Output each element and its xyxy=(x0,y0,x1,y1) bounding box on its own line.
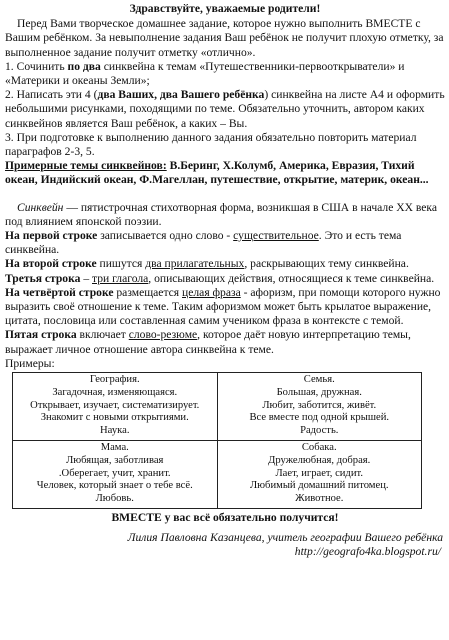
topics xyxy=(5,159,445,187)
rule-line-5-head: Пятая строка xyxy=(5,328,77,342)
example-line: Любит, заботится, живёт. xyxy=(262,399,377,411)
rule-line-4-text: размещается xyxy=(113,285,183,299)
example-line: Дружелюбная, добрая. xyxy=(268,454,371,466)
example-line: Знакомит с новыми открытиями. xyxy=(40,412,189,424)
example-line: Мама. xyxy=(100,442,129,454)
examples-label: Примеры: xyxy=(5,356,55,370)
rule-line-2-head: На второй строке xyxy=(5,257,97,271)
rule-line-4-head: На четвёртой строке xyxy=(5,285,114,299)
task-2 xyxy=(5,88,445,131)
topics-list: В.Беринг, Х.Колумб, Америка, Евразия, Тихий океан, Индийский океан, Ф.Магеллан, путешествие, открытие, материк, океан... xyxy=(5,159,429,187)
example-cell xyxy=(13,373,218,441)
example-line: Человек, который знает о тебе всё. xyxy=(36,480,193,492)
task-2-bold: два Ваших, два Вашего ребёнка xyxy=(97,88,265,102)
rule-line-5 xyxy=(5,328,445,356)
rule-line-5-text: включает xyxy=(76,328,129,342)
example-line: Наука. xyxy=(100,425,130,437)
page-title: Здравствуйте, уважаемые родители! xyxy=(129,2,321,15)
blog-url[interactable]: http://geografo4ka.blogspot.ru/ xyxy=(294,545,441,559)
rule-line-4-key: целая фраза xyxy=(182,285,241,299)
task-1-text: 1. Сочинить xyxy=(5,59,68,73)
table-row xyxy=(13,373,422,441)
example-line: Большая, дружная. xyxy=(276,386,362,398)
spacer xyxy=(5,188,445,201)
example-line: Любящая, заботливая xyxy=(66,454,164,466)
example-cell xyxy=(13,441,218,509)
definition xyxy=(5,201,445,229)
example-line: География. xyxy=(89,374,140,386)
task-1 xyxy=(5,60,445,88)
task-3: 3. При подготовке к выполнению данного задания обязательно повторить материал параграфов 2-3, 5. xyxy=(5,130,417,159)
rule-line-3-rest: , описывающих действия, относящиеся к теме синквейна. xyxy=(148,271,435,285)
example-line: .Оберегает, учит, хранит. xyxy=(58,467,171,479)
rule-line-2-key: два прилагательных xyxy=(145,257,245,271)
rule-line-3-head: Третья строка xyxy=(5,271,81,285)
intro-paragraph: Перед Вами творческое домашнее задание, которое нужно выполнить ВМЕСТЕ с Вашим ребёнком. За невыполнение задания Ваш ребёнок не получит плохую отметку, за выполненное задание получит отметку «отлично». xyxy=(5,17,444,59)
example-line: Загадочная, изменяющаяся. xyxy=(52,386,178,398)
rule-line-4-rest: - афоризм, при помощи которого нужно выразить своё отношение к теме. Таким афоризмом может быть крылатое выражение, цитата, пословица или составленная самим учеником фраза в контексте с темой. xyxy=(5,285,441,328)
rule-line-2-rest: , раскрывающих тему синквейна. xyxy=(244,257,409,271)
rule-line-1-head: На первой строке xyxy=(5,229,98,243)
letter xyxy=(5,2,445,560)
task-1-rest: синквейна к темам «Путешественники-первооткрыватели» и «Материки и океаны Земли»; xyxy=(5,59,405,88)
example-line: Все вместе под одной крышей. xyxy=(249,412,390,424)
rule-line-3-text: – xyxy=(80,271,93,285)
example-line: Любимый домашний питомец. xyxy=(249,480,389,492)
example-cell xyxy=(217,441,422,509)
closing-line: ВМЕСТЕ у вас всё обязательно получится! xyxy=(111,511,339,525)
example-line: Любовь. xyxy=(95,493,134,505)
definition-term: Синквейн xyxy=(17,200,64,214)
task-2-text: 2. Написать эти 4 ( xyxy=(5,88,98,102)
task-1-bold: по два xyxy=(67,59,101,73)
example-line: Семья. xyxy=(303,374,335,386)
topics-label: Примерные темы синквейнов: xyxy=(5,159,167,173)
table-row xyxy=(13,441,422,509)
rule-line-1-key: существительное xyxy=(233,229,319,243)
signature: Лилия Павловна Казанцева, учитель географии Вашего ребёнка xyxy=(127,531,443,545)
example-line: Радость. xyxy=(300,425,339,437)
task-2-rest: ) синквейна на листе А4 и оформить небольшими рисунками, походящими по теме. Обязательно уточнить, автором каких синквейнов является Ваш ребёнок, а каких – Вы. xyxy=(5,88,445,130)
rule-line-2 xyxy=(5,257,445,271)
rule-line-3-key: три глагола xyxy=(92,271,149,285)
example-cell xyxy=(217,373,422,441)
example-line: Собака. xyxy=(301,442,337,454)
rule-line-2-text: пишутся xyxy=(96,257,146,271)
definition-text: — пятистрочная стихотворная форма, возникшая в США в начале XX века под влиянием японской поэзии. xyxy=(5,200,438,228)
example-line: Животное. xyxy=(295,493,344,505)
rule-line-3 xyxy=(5,272,445,286)
rule-line-5-rest: , которое даёт новую интерпретацию темы, выражает личное отношение автора синквейна к теме. xyxy=(5,328,411,356)
rule-line-1 xyxy=(5,229,445,257)
rule-line-5-key: слово-резюме xyxy=(128,328,198,342)
example-line: Открывает, изучает, систематизирует. xyxy=(30,399,200,411)
example-line: Лает, играет, сидит. xyxy=(275,467,363,479)
examples-table xyxy=(12,372,422,509)
rule-line-1-rest: . Это и есть тема синквейна. xyxy=(5,229,402,257)
rule-line-1-text: записывается одно слово - xyxy=(97,229,234,243)
rule-line-4 xyxy=(5,286,445,329)
